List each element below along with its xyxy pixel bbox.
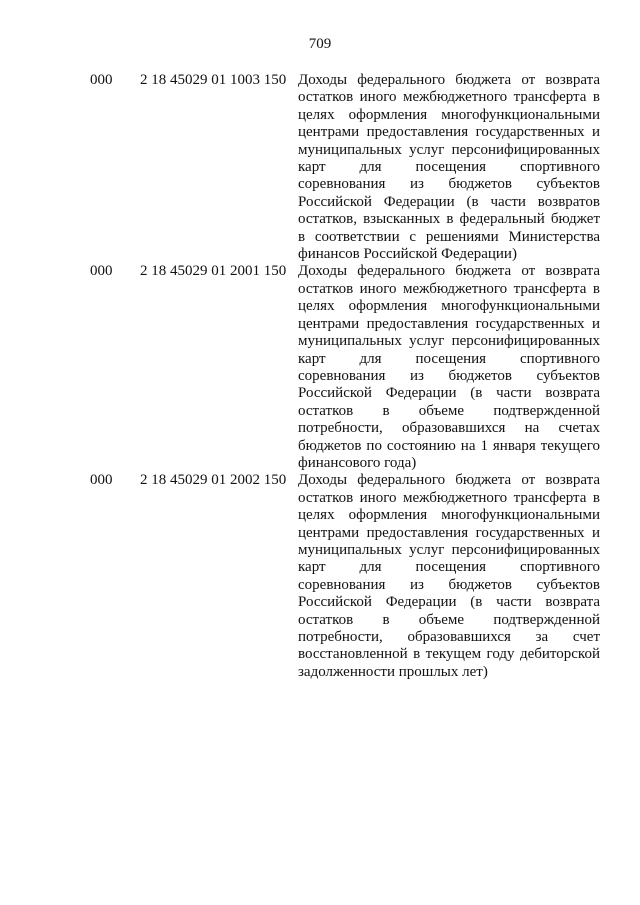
- budget-classification-code: 2 18 45029 01 1003 150: [140, 72, 287, 88]
- page-number: 709: [308, 36, 332, 52]
- budget-code-table: [0, 72, 640, 681]
- income-description: Доходы федерального бюджета от возврата остатков иного межбюджетного трансферта в целях оформления многофункциональными центрами предоставления государственных и муниципальных услуг персонифицированных карт для посещения спортивного соревнования из бюджетов субъектов Российской Федерации (в части возврата остатков в объеме подтвержденной потребности, образовавшихся на счетах бюджетов по состоянию на 1 января текущего финансового года): [298, 263, 600, 471]
- budget-classification-code: 2 18 45029 01 2002 150: [140, 472, 287, 489]
- table-row: [0, 72, 640, 263]
- budget-classification-code: 2 18 45029 01 2001 150: [140, 263, 287, 280]
- administrator-code: 000: [90, 263, 113, 280]
- income-description: Доходы федерального бюджета от возврата остатков иного межбюджетного трансферта в целях оформления многофункциональными центрами предоставления государственных и муниципальных услуг персонифицированных карт для посещения спортивного соревнования из бюджетов субъектов Российской Федерации (в части возвратов остатков, взысканных в федеральный бюджет в соответствии с решениями Министерства финансов Российской Федерации): [298, 72, 600, 263]
- administrator-code: 000: [90, 472, 113, 489]
- table-row: [0, 472, 640, 681]
- administrator-code: 000: [90, 72, 113, 88]
- table-row: [0, 263, 640, 472]
- income-description: Доходы федерального бюджета от возврата остатков иного межбюджетного трансферта в целях оформления многофункциональными центрами предоставления государственных и муниципальных услуг персонифицированных карт для посещения спортивного соревнования из бюджетов субъектов Российской Федерации (в части возврата остатков в объеме подтвержденной потребности, образовавшихся за счет восстановленной в текущем году дебиторской задолженности прошлых лет): [298, 472, 600, 680]
